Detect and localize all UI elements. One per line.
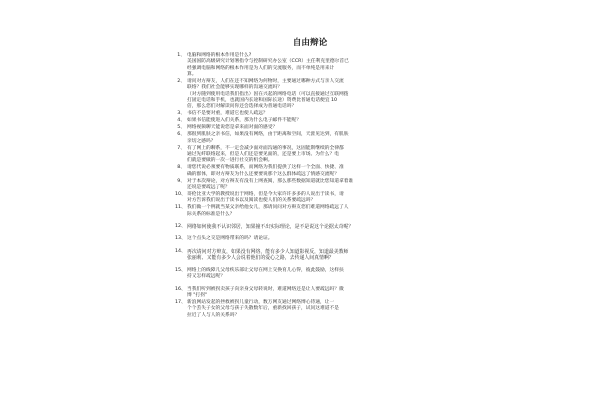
question-text: [187, 165, 445, 178]
question-text: [187, 249, 445, 262]
question-text-line: 美国国防高级研究计划署指令与控制研究办公室（CCR）主任利克里德尔首已: [187, 59, 349, 65]
question-text-line: 经强调电脑和网络的根本作用是为人们的交流服务，而不单纯是用来计: [187, 65, 335, 71]
question-text: [187, 111, 445, 117]
question-text-line: 持又怎样疏远呢？: [187, 274, 226, 280]
debate-document: [175, 36, 445, 320]
question-item: [175, 224, 445, 231]
question-item: [175, 165, 445, 178]
question-item: [175, 146, 445, 165]
question-number: 14、: [175, 248, 186, 254]
question-item: [175, 287, 445, 300]
question-text-line: 我们做一个例就当某父亲给他女儿，那请问问对方辩友您们难道网络疏远了人: [187, 205, 349, 211]
question-text: [187, 300, 445, 319]
question-text-line: （对方随到使用电话我们指出）因在兴起的网络电话（可以直接通过互联网拨: [187, 91, 349, 97]
question-text-line: 对方告诉我们说出于读书以及阅读也使人们的关系要疏远吗？: [187, 198, 316, 204]
question-number: 15、: [175, 267, 186, 273]
question-item: [175, 111, 445, 117]
question-number: 11、: [175, 205, 186, 211]
question-number: 1、: [177, 53, 185, 58]
question-text-line: 博 "打拐": [187, 293, 208, 299]
question-text-line: 哥伦比亚大学的教授说出于网络，但是今大家许许多多的人说出于读书，请: [187, 191, 344, 197]
question-text: [187, 205, 445, 218]
question-text-line: 际关系的标准是什么？: [187, 211, 235, 217]
question-item: [175, 192, 445, 205]
question-item: [175, 268, 445, 281]
question-number: 5、: [177, 125, 185, 131]
question-text-line: 再次请问对方辩友，如果没有网络，能有多少人知道影视反，知道最美教师: [187, 248, 349, 255]
question-number: 16、: [175, 286, 186, 292]
question-item: [175, 118, 445, 124]
question-text: [187, 268, 445, 281]
question-item: [175, 132, 445, 145]
question-text-line: 确的群体，即对方辩友为什么还要要说那个这么群体疏远了情感交流呢？: [187, 171, 340, 177]
question-text: [187, 192, 445, 205]
question-text: [187, 118, 445, 124]
question-number: 7、: [177, 145, 185, 151]
question-text: [187, 125, 445, 131]
question-text-line: 电脑和网络的根本作用是什么?: [187, 53, 252, 58]
question-number: 12、: [175, 223, 186, 229]
question-text: [187, 224, 445, 231]
question-text-line: 当我们听到被拐卖孩子向亲身父母转说时，难道网络还是让人要疏远吗？微: [187, 286, 344, 292]
question-number: 10、: [175, 191, 186, 197]
question-item: [175, 79, 445, 111]
question-text-line: 亲切之感吗？: [187, 138, 216, 144]
question-text-line: 请问对方辩友，人们在还不知网络为何物时，主要通过哪种方式与亲人交流: [187, 79, 344, 85]
question-text-line: 网络上的线障儿父母疾乐部让父母在网上交换育儿心得，彼此鼓励，这样扶: [187, 267, 344, 273]
question-text-line: 网络视频聊天能说您是拿来面对面的感受？: [187, 125, 278, 131]
question-item: [175, 236, 445, 242]
question-text-line: 拉近了人与人的关系吗？: [187, 312, 240, 318]
question-item: [175, 249, 445, 262]
question-text-line: 如果书信能使进入们关系，那为什么电子邮件不能呢？: [187, 118, 302, 124]
question-text-line: 请您代说必须要有物质联系，而网络为我们提供了这样一个全面、快捷、准: [187, 165, 344, 171]
question-text-line: 联络？我们社会能够实现哪样的沟通交流吗？: [187, 85, 283, 91]
question-text-line: 书信不是要对重，难道它也使人疏远？: [187, 111, 268, 117]
question-number: 6、: [177, 132, 185, 138]
question-number: 2、: [177, 79, 185, 85]
question-item: [175, 300, 445, 319]
question-list: [175, 53, 445, 319]
question-text: [187, 287, 445, 300]
question-item: [175, 125, 445, 131]
question-number: 9、: [177, 178, 185, 184]
question-number: 4、: [177, 118, 185, 124]
question-text-line: 们就是要做的一次一进行社交的机会啊。: [187, 158, 273, 164]
question-text-line: 网络如何使我不认识邻居，知果撞不出实际理论，是不是说这个论据太奇呢？: [187, 223, 354, 230]
question-text: [187, 179, 445, 192]
question-text-line: 个个丢失子女的父母与孩子失散数年后，重新找回孩子，试问这难道不是: [187, 306, 340, 312]
question-item: [175, 179, 445, 192]
question-number: 3、: [177, 111, 185, 117]
question-text: [187, 146, 445, 165]
question-text-line: 倍，那么您们对解读问你还会选择成为普通电话吗？: [187, 104, 297, 110]
question-text-line: 通过先纤联络起来，但是人们还是要见面的，还是要上市场。为什么？电: [187, 151, 340, 157]
question-number: 13、: [175, 236, 186, 242]
question-text: [187, 79, 445, 111]
question-text-line: 算。: [187, 72, 197, 78]
question-text-line: 张丽莉、又能有多少人会说着他们的爱心之路，去传递人间真情啊？: [187, 255, 334, 262]
question-number: 17、: [175, 300, 186, 305]
question-text-line: 还说是要疏远了呢？: [187, 184, 230, 190]
question-item: [175, 205, 445, 218]
question-text-line: 新浪网站发起的拯救被拐儿童行动，数万网友通过网络博心待通，让一: [187, 300, 335, 305]
question-text-line: 有了网上的聊系，不一定会减少面对面沟通的事况，这固能斯继续的全律都: [187, 145, 344, 151]
document-title: 自由辩论: [292, 38, 328, 48]
question-number: 8、: [177, 165, 185, 171]
question-item: [175, 53, 445, 78]
question-text: [187, 132, 445, 145]
question-text-line: 对于本次辩论，对方辩友有没有上网查阅，那么那些数据知道就比您知道拿着谁: [187, 178, 354, 184]
question-text-line: 这个点头之交是网络带来的吗？请论证。: [187, 236, 273, 242]
question-text: [187, 53, 445, 78]
question-text-line: 那很到肌肤之亲书信，如果没有网络，由于距离和空间，天涯见达到，有肌肤: [187, 132, 349, 138]
question-text: [187, 236, 445, 242]
question-text-line: 打固定电话和手机，也就国内长途和国际长途）资费比普通电话便宜 10: [187, 98, 338, 104]
